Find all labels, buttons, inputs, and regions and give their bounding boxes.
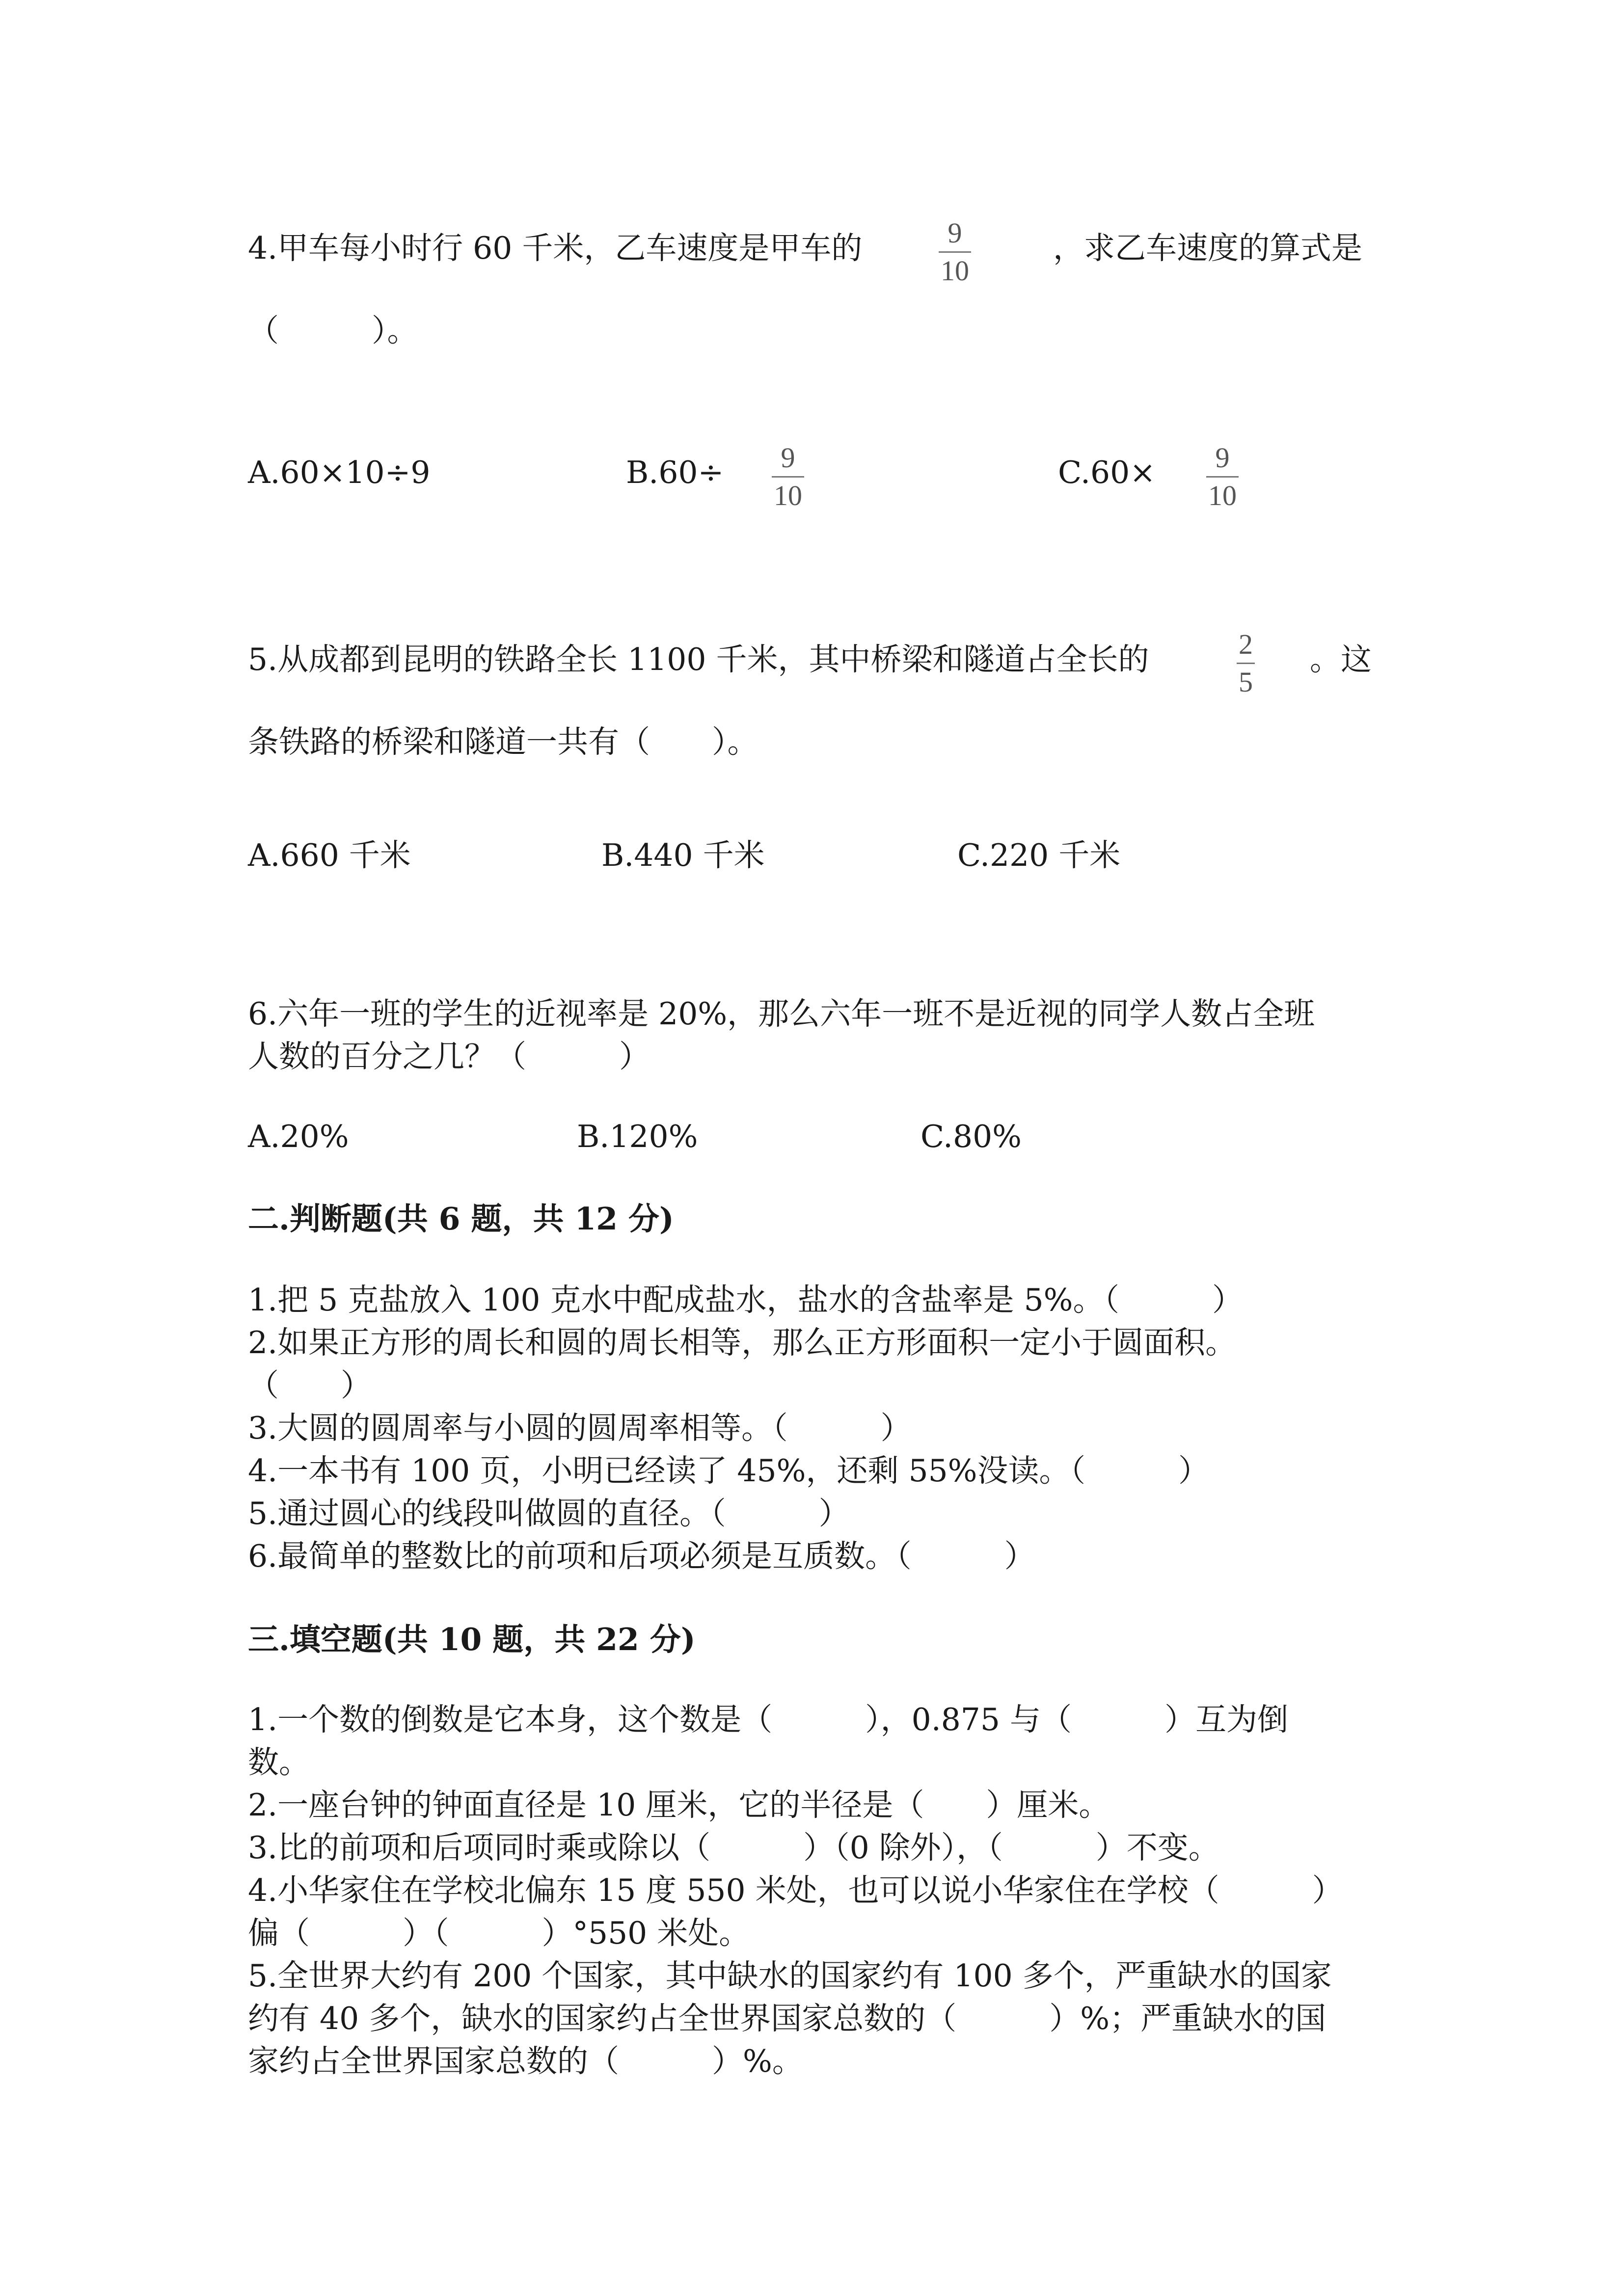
q4-option-c-fraction <box>1206 443 1239 511</box>
s2-item-2: 2.如果正方形的周长和圆的周长相等，那么正方形面积一定小于圆面积。 <box>248 1325 1237 1361</box>
q4-option-c-prefix: C.60× <box>1058 454 1156 490</box>
fraction-bar <box>939 251 971 253</box>
q4-text-after: ，求乙车速度的算式是 <box>1053 230 1362 266</box>
s2-item-2-paren: （ ） <box>248 1367 372 1403</box>
s2-item-6: 6.最简单的整数比的前项和后项必须是互质数。（ ） <box>248 1538 1035 1574</box>
fraction-bar <box>772 476 804 478</box>
q4-option-a: A.60×10÷9 <box>248 454 431 490</box>
q6-line1: 6.六年一班的学生的近视率是 20%，那么六年一班不是近视的同学人数占全班 <box>248 996 1315 1032</box>
q4-fraction <box>939 218 971 286</box>
q5-option-b: B.440 千米 <box>601 837 765 873</box>
s2-item-3: 3.大圆的圆周率与小圆的圆周率相等。（ ） <box>248 1410 912 1446</box>
q6-option-c: C.80% <box>920 1119 1022 1154</box>
fraction-bar <box>1237 663 1255 664</box>
option-b-numerator: 9 <box>781 442 795 474</box>
s3-item-4: 4.小华家住在学校北偏东 15 度 550 米处，也可以说小华家住在学校（ ） <box>248 1872 1343 1908</box>
s3-item-3: 3.比的前项和后项同时乘或除以（ ）（0 除外），（ ）不变。 <box>248 1830 1219 1866</box>
q6-line2: 人数的百分之几？（ ） <box>248 1039 650 1074</box>
q5-text-before: 5.从成都到昆明的铁路全长 1100 千米，其中桥梁和隧道占全长的 <box>248 641 1149 677</box>
q5-fraction-denominator: 5 <box>1239 666 1253 698</box>
q4-option-b-fraction <box>772 443 804 511</box>
q4-option-b-prefix: B.60÷ <box>626 454 724 490</box>
q6-option-a: A.20% <box>248 1119 349 1154</box>
s3-item-1: 1.一个数的倒数是它本身，这个数是（ ），0.875 与（ ）互为倒 <box>248 1702 1288 1737</box>
s3-item-2: 2.一座台钟的钟面直径是 10 厘米，它的半径是（ ）厘米。 <box>248 1787 1110 1823</box>
s3-item-5-cont: 约有 40 多个，缺水的国家约占全世界国家总数的（ ）%；严重缺水的国 <box>248 2001 1326 2036</box>
q5-fraction <box>1237 629 1255 697</box>
q4-text-before: 4.甲车每小时行 60 千米，乙车速度是甲车的 <box>248 230 863 266</box>
s3-item-1-cont: 数。 <box>248 1744 310 1780</box>
q5-fraction-numerator: 2 <box>1239 628 1253 660</box>
section-2-title: 二.判断题(共 6 题，共 12 分) <box>248 1201 674 1237</box>
q6-option-b: B.120% <box>577 1119 698 1154</box>
option-c-numerator: 9 <box>1215 442 1230 474</box>
q4-answer-paren: （ ）。 <box>248 313 418 348</box>
q5-line2: 条铁路的桥梁和隧道一共有（ ）。 <box>248 724 758 760</box>
s3-item-4-cont: 偏（ ）（ ）°550 米处。 <box>248 1915 750 1951</box>
q5-option-c: C.220 千米 <box>957 837 1121 873</box>
fraction-bar <box>1206 476 1239 478</box>
s3-item-5: 5.全世界大约有 200 个国家，其中缺水的国家约有 100 多个，严重缺水的国家 <box>248 1958 1332 1994</box>
q5-text-after: 。这 <box>1310 641 1372 677</box>
s2-item-4: 4.一本书有 100 页，小明已经读了 45%，还剩 55%没读。（ ） <box>248 1453 1210 1489</box>
s2-item-5: 5.通过圆心的线段叫做圆的直径。（ ） <box>248 1495 850 1531</box>
section-3-title: 三.填空题(共 10 题，共 22 分) <box>248 1621 696 1657</box>
s2-item-1: 1.把 5 克盐放入 100 克水中配成盐水，盐水的含盐率是 5%。（ ） <box>248 1282 1244 1318</box>
q4-fraction-denominator: 10 <box>941 255 969 287</box>
option-c-denominator: 10 <box>1208 480 1237 511</box>
s3-item-5-cont2: 家约占全世界国家总数的（ ）%。 <box>248 2043 803 2079</box>
q4-fraction-numerator: 9 <box>947 217 962 249</box>
q5-option-a: A.660 千米 <box>248 837 411 873</box>
option-b-denominator: 10 <box>774 480 802 511</box>
